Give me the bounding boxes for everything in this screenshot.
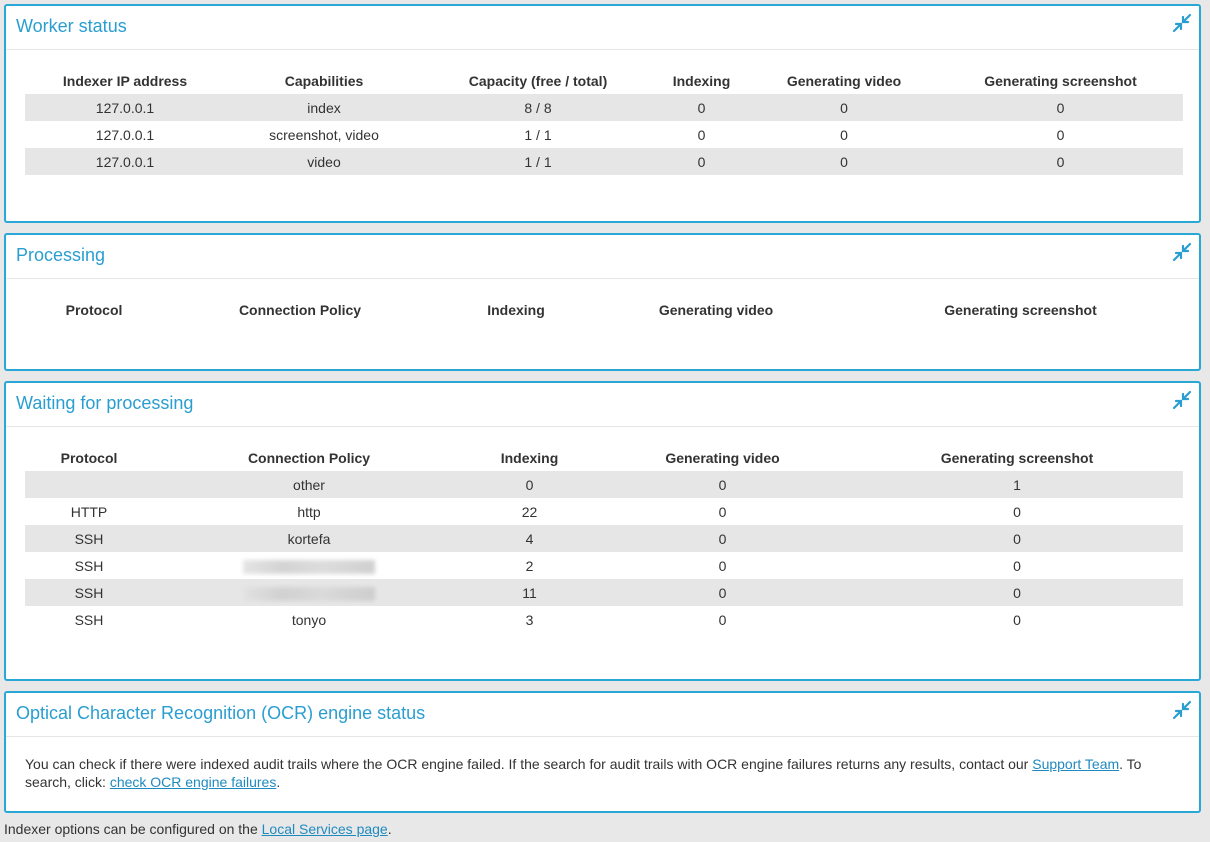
table-cell: 1 / 1 bbox=[524, 126, 552, 143]
collapse-arrows-icon[interactable] bbox=[1172, 13, 1192, 33]
column-header: Protocol bbox=[65, 301, 123, 318]
table-cell: HTTP bbox=[70, 503, 108, 520]
redacted-value bbox=[243, 587, 375, 601]
column-header: Connection Policy bbox=[238, 301, 362, 318]
waiting-title: Waiting for processing bbox=[16, 393, 194, 413]
column-header: Generating screenshot bbox=[984, 72, 1137, 89]
table-cell: 3 bbox=[525, 611, 534, 628]
table-cell: 4 bbox=[465, 525, 594, 552]
processing-panel bbox=[4, 233, 1201, 371]
table-cell: 0 bbox=[851, 525, 1183, 552]
table-cell: 0 bbox=[697, 126, 706, 143]
table-row bbox=[25, 498, 1183, 525]
table-cell: SSH bbox=[74, 611, 104, 628]
column-header: Generating video bbox=[786, 72, 902, 89]
worker-status-title: Worker status bbox=[16, 16, 127, 36]
table-cell: kortefa bbox=[153, 525, 465, 552]
table-cell: 0 bbox=[1013, 611, 1021, 628]
table-cell: 0 bbox=[1013, 503, 1021, 520]
table-cell: 0 bbox=[718, 611, 727, 628]
check-ocr-failures-link[interactable]: check OCR engine failures bbox=[109, 774, 277, 790]
table-row bbox=[25, 552, 1183, 579]
ocr-text-part: . To search, click: bbox=[25, 756, 1142, 790]
local-services-link[interactable]: Local Services page bbox=[261, 821, 388, 837]
table-cell: 0 bbox=[851, 579, 1183, 606]
worker-status-table bbox=[25, 67, 1183, 175]
table-row bbox=[25, 579, 1183, 606]
ocr-text-part: . bbox=[276, 774, 281, 790]
table-cell: 0 bbox=[594, 579, 851, 606]
table-cell bbox=[153, 552, 465, 579]
footer-text: Indexer options can be configured on the bbox=[4, 821, 262, 837]
table-row bbox=[25, 525, 1183, 552]
table-cell: 11 bbox=[465, 579, 594, 606]
worker-status-header bbox=[6, 6, 1199, 50]
table-cell: SSH bbox=[25, 579, 153, 606]
ocr-panel bbox=[4, 691, 1201, 813]
column-header: Capacity (free / total) bbox=[468, 72, 608, 89]
table-cell: 0 bbox=[1056, 126, 1065, 143]
collapse-arrows-icon[interactable] bbox=[1172, 242, 1192, 262]
column-header: Generating screenshot bbox=[940, 449, 1094, 466]
table-cell: 0 bbox=[750, 94, 938, 121]
table-cell bbox=[153, 579, 465, 606]
table-cell: 0 bbox=[938, 94, 1183, 121]
table-cell: 0 bbox=[653, 148, 750, 175]
footer-tail: . bbox=[387, 821, 392, 837]
column-header: Indexing bbox=[487, 301, 545, 318]
table-cell: SSH bbox=[74, 557, 104, 574]
table-cell: index bbox=[225, 94, 423, 121]
column-header: Generating video bbox=[665, 449, 780, 466]
processing-title: Processing bbox=[16, 245, 106, 265]
table-cell: 0 bbox=[840, 126, 848, 143]
column-header: Connection Policy bbox=[247, 449, 371, 466]
table-cell: 0 bbox=[938, 148, 1183, 175]
table-cell: 127.0.0.1 bbox=[25, 94, 225, 121]
table-cell: 127.0.0.1 bbox=[95, 126, 155, 143]
worker-status-panel bbox=[4, 4, 1201, 223]
table-cell: 127.0.0.1 bbox=[25, 148, 225, 175]
table-cell: 0 bbox=[594, 471, 851, 498]
table-header-row bbox=[25, 67, 1183, 94]
ocr-description bbox=[25, 755, 1185, 791]
table-cell: http bbox=[297, 503, 321, 520]
table-cell: 0 bbox=[718, 557, 727, 574]
column-header: Generating screenshot bbox=[944, 301, 1097, 318]
table-cell: other bbox=[153, 471, 465, 498]
waiting-header bbox=[6, 383, 1199, 427]
ocr-text-part: You can check if there were indexed audit trails where the OCR engine failed. If the search for audit trails with OCR engine failures returns any results, contact our bbox=[25, 756, 1033, 772]
table-cell: screenshot, video bbox=[269, 126, 379, 143]
table-cell: 0 bbox=[1013, 557, 1021, 574]
table-cell: 2 bbox=[525, 557, 534, 574]
table-row bbox=[25, 121, 1183, 148]
ocr-title: Optical Character Recognition (OCR) engine status bbox=[16, 703, 426, 723]
footer-note bbox=[4, 821, 392, 837]
table-cell bbox=[25, 471, 153, 498]
table-row bbox=[25, 471, 1183, 498]
support-team-link[interactable]: Support Team bbox=[1032, 756, 1120, 772]
table-cell: 22 bbox=[521, 503, 538, 520]
redacted-value bbox=[243, 560, 375, 574]
column-header: Indexing bbox=[672, 72, 731, 89]
table-cell: SSH bbox=[25, 525, 153, 552]
waiting-panel bbox=[4, 381, 1201, 681]
table-cell: 1 / 1 bbox=[423, 148, 653, 175]
table-header-row bbox=[6, 296, 1210, 323]
table-cell: tonyo bbox=[291, 611, 327, 628]
column-header: Protocol bbox=[60, 449, 118, 466]
table-cell: 0 bbox=[594, 525, 851, 552]
table-header-row bbox=[25, 444, 1183, 471]
table-cell: 0 bbox=[465, 471, 594, 498]
column-header: Generating video bbox=[658, 301, 774, 318]
table-cell: 8 / 8 bbox=[423, 94, 653, 121]
table-cell: video bbox=[225, 148, 423, 175]
waiting-table bbox=[25, 444, 1183, 633]
table-cell: 0 bbox=[718, 503, 727, 520]
column-header: Capabilities bbox=[284, 72, 364, 89]
column-header: Indexer IP address bbox=[62, 72, 188, 89]
table-cell: 0 bbox=[750, 148, 938, 175]
ocr-header bbox=[6, 693, 1199, 737]
processing-header bbox=[6, 235, 1199, 279]
table-cell: 0 bbox=[653, 94, 750, 121]
table-cell: 1 bbox=[851, 471, 1183, 498]
collapse-arrows-icon[interactable] bbox=[1172, 700, 1192, 720]
collapse-arrows-icon[interactable] bbox=[1172, 390, 1192, 410]
table-row bbox=[25, 94, 1183, 121]
table-row bbox=[25, 148, 1183, 175]
table-row bbox=[25, 606, 1183, 633]
column-header: Indexing bbox=[500, 449, 559, 466]
processing-table bbox=[6, 296, 1210, 323]
